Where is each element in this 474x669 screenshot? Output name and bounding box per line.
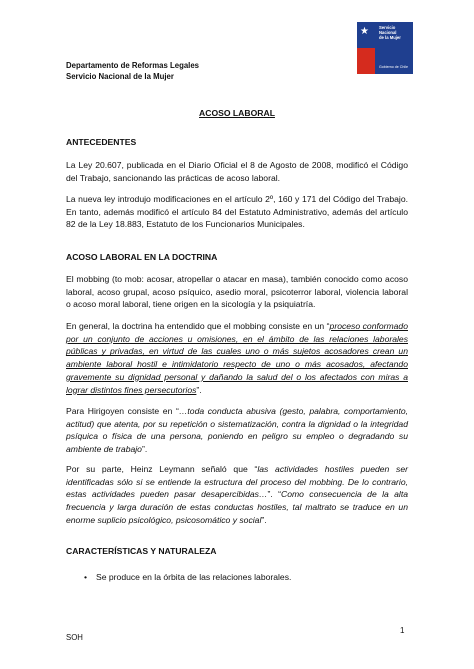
paragraph-leymann: Por su parte, Heinz Leymann señaló que “las actividades hostiles pueden ser identificadas sólo si se entiende la estructura del proceso del mobbing. De lo contrario, estas actividades pueden pasar desapercibidas…”. “Como consecuencia de la alta frecuencia y larga duración de estas conductas hostiles, tal maltrato se traduce en un enorme suplicio psicológico, psicosomático y social”. [66,464,408,525]
chile-flag-icon: ★ [357,22,375,74]
paragraph-modificaciones: La nueva ley introdujo modificaciones en el artículo 2º, 160 y 171 del Código del Trabajo. En tanto, además modificó el artículo 84 del Estatuto Administrativo, además del artículo 82 de la Ley 18.883, Estatuto de los Funcionarios Municipales. [66,194,408,230]
department-name: Departamento de Reformas Legales [66,61,200,70]
paragraph-ley: La Ley 20.607, publicada en el Diario Oficial el 8 de Agosto de 2008, modificó el Código del Trabajo, sancionando las prácticas de acoso laboral. [66,160,408,183]
document-header [66,60,199,82]
paragraph-hirigoyen: Para Hirigoyen consiste en “…toda conducta abusiva (gesto, palabra, comportamiento, actitud) que atenta, por su repetición o sistematización, contra la dignidad o la integridad psíquica o física de una persona, poniendo en peligro su empleo o degradando su ambiente de trabajo”. [66,406,409,455]
logo-text: Servicio Nacional de la Mujer Gobierno de Chile [375,22,413,74]
heading-doctrina: ACOSO LABORAL EN LA DOCTRINA [66,252,218,262]
footer-initials: SOH [66,633,83,642]
page-number: 1 [400,626,405,635]
sernam-logo [357,22,413,74]
bullet-icon: • [84,572,88,582]
paragraph-doctrina-definicion: En general, la doctrina ha entendido que el mobbing consiste en un “proceso conformado por un conjunto de acciones u omisiones, en el ámbito de las relaciones laborales públicas y privadas, en virtud de las cuales uno o más sujetos acosadores crean un ambiente laboral hostil e intimidatorio respecto de uno o más acosados, afectando gravemente su dignidad personal y dañando la salud del o los afectados con miras a lograr distintos fines persecutorios”. [66,321,408,395]
heading-caracteristicas: CARACTERÍSTICAS Y NATURALEZA [66,546,217,556]
heading-antecedentes: ANTECEDENTES [66,137,137,147]
service-name: Servicio Nacional de la Mujer [66,72,174,81]
document-title: ACOSO LABORAL [199,108,275,118]
list-item: • Se produce en la órbita de las relaciones laborales. [84,572,292,582]
paragraph-mobbing: El mobbing (to mob: acosar, atropellar o atacar en masa), también conocido como acoso laboral, acoso grupal, acoso psíquico, asedio moral, psicoterror laboral, violencia laboral o acoso moral laboral, tiene origen en la sicología y la psiquiatría. [66,274,408,310]
